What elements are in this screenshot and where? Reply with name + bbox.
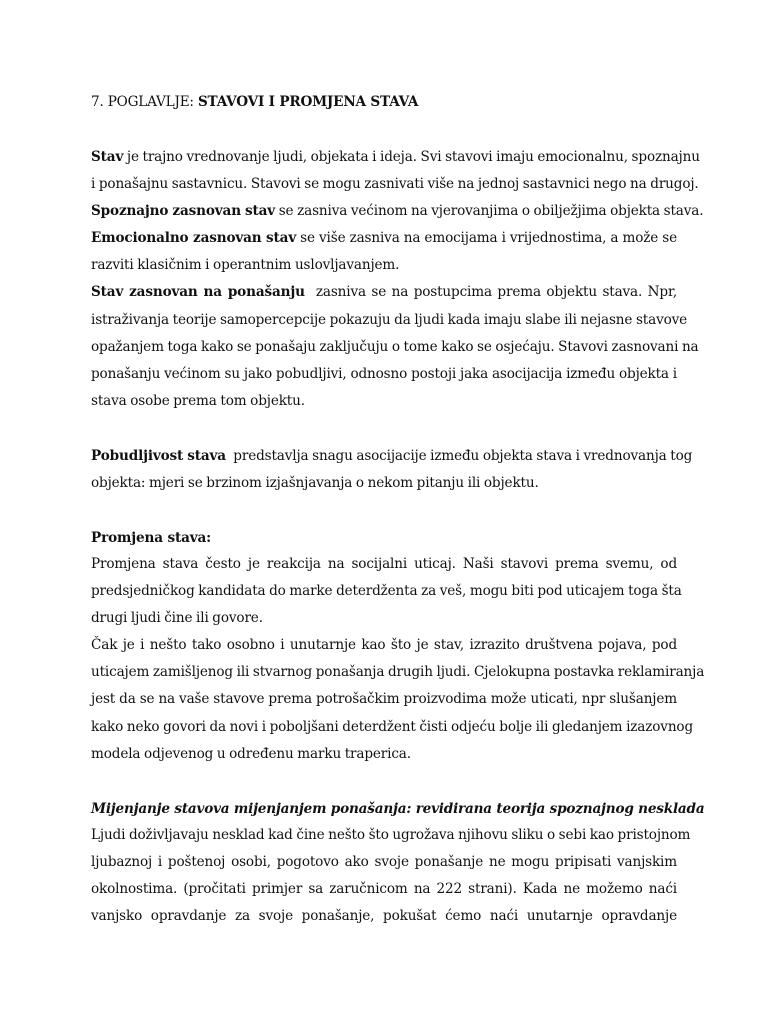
text-line: Spoznajno zasnovan stav se zasniva većinom na vjerovanjima o obilježjima objekta stava.	[91, 203, 704, 220]
text-line: kako neko govori da novi i poboljšani deterdžent čisti odjeću bolje ili gledanjem izazovnog	[91, 718, 694, 735]
section-heading-promjena: Promjena stava:	[91, 530, 212, 546]
text-line: Ljudi doživljavaju nesklad kad čine nešto što ugrožava njihovu sliku o sebi kao pristojnom	[91, 827, 691, 843]
paragraph-stav	[91, 144, 704, 415]
text-line: Emocionalno zasnovan stav se više zasniva na emocijama i vrijednostima, a može se	[91, 230, 677, 247]
text-line: stava osobe prema tom objektu.	[91, 392, 305, 409]
term-spoznajno: Spoznajno zasnovan stav	[91, 203, 276, 220]
text-line: Stav zasnovan na ponašanju zasniva se na postupcima prema objektu stava. Npr,	[91, 284, 677, 301]
term-emocionalno: Emocionalno zasnovan stav	[91, 230, 297, 247]
text-line: uticajem zamišljenog ili stvarnog ponašanja drugih ljudi. Cjelokupna postavka reklamiranja	[91, 664, 705, 681]
text-line: istraživanja teorije samopercepcije pokazuju da ljudi kada imaju slabe ili nejasne stavove	[91, 311, 688, 328]
text-line: Stav je trajno vrednovanje ljudi, objekata i ideja. Svi stavovi imaju emocionalnu, spoznajnu	[91, 149, 700, 165]
text-line: i ponašajnu sastavnicu. Stavovi se mogu zasnivati više na jednoj sastavnici nego na drugoj.	[91, 176, 699, 193]
section-heading-nesklad: Mijenjanje stavova mijenjanjem ponašanja: revidirana teorija spoznajnog nesklada	[91, 801, 705, 817]
text-line: predsjedničkog kandidata do marke deterdženta za veš, mogu biti pod uticajem toga šta	[91, 583, 682, 600]
text-line: Čak je i nešto tako osobno i unutarnje kao što je stav, izrazito društvena pojava, pod	[91, 637, 677, 654]
text-line: okolnostima. (pročitati primjer sa zaručnicom na 222 strani). Kada ne možemo naći	[91, 881, 677, 898]
chapter-prefix: 7. POGLAVLJE:	[91, 94, 198, 110]
paragraph-promjena	[91, 551, 705, 768]
text-line: ponašanju većinom su jako pobudljivi, odnosno postoji jaka asocijacija između objekta i	[91, 365, 677, 382]
term-stav: Stav	[91, 149, 124, 165]
text-line: vanjsko opravdanje za svoje ponašanje, pokušat ćemo naći unutarnje opravdanje	[91, 908, 677, 925]
text-line: Promjena stava često je reakcija na socijalni uticaj. Naši stavovi prema svemu, od	[91, 556, 677, 572]
text-line: Pobudljivost stava predstavlja snagu asocijacije između objekta stava i vrednovanja tog	[91, 448, 693, 464]
text-line: jest da se na vaše stavove prema potrošačkim proizvodima može uticati, npr slušanjem	[91, 691, 677, 708]
term-ponasanje: Stav zasnovan na ponašanju	[91, 284, 305, 301]
text-line: objekta: mjeri se brzinom izjašnjavanja o nekom pitanju ili objektu.	[91, 475, 539, 492]
paragraph-nesklad	[91, 822, 691, 930]
text-line: opažanjem toga kako se ponašaju zaključuju o tome kako se osjećaju. Stavovi zasnovani na	[91, 338, 699, 355]
text-line: ljubaznoj i poštenoj osobi, pogotovo ako svoje ponašanje ne mogu pripisati vanjskim	[91, 854, 677, 871]
paragraph-pobudljivost	[91, 443, 693, 497]
text-line: modela odjevenog u određenu marku traperica.	[91, 745, 411, 762]
text-line: razviti klasičnim i operantnim uslovljavanjem.	[91, 257, 400, 274]
text-line: drugi ljudi čine ili govore.	[91, 610, 263, 627]
chapter-title	[91, 92, 418, 112]
chapter-heading: STAVOVI I PROMJENA STAVA	[197, 94, 419, 110]
term-pobudljivost: Pobudljivost stava	[91, 448, 226, 464]
